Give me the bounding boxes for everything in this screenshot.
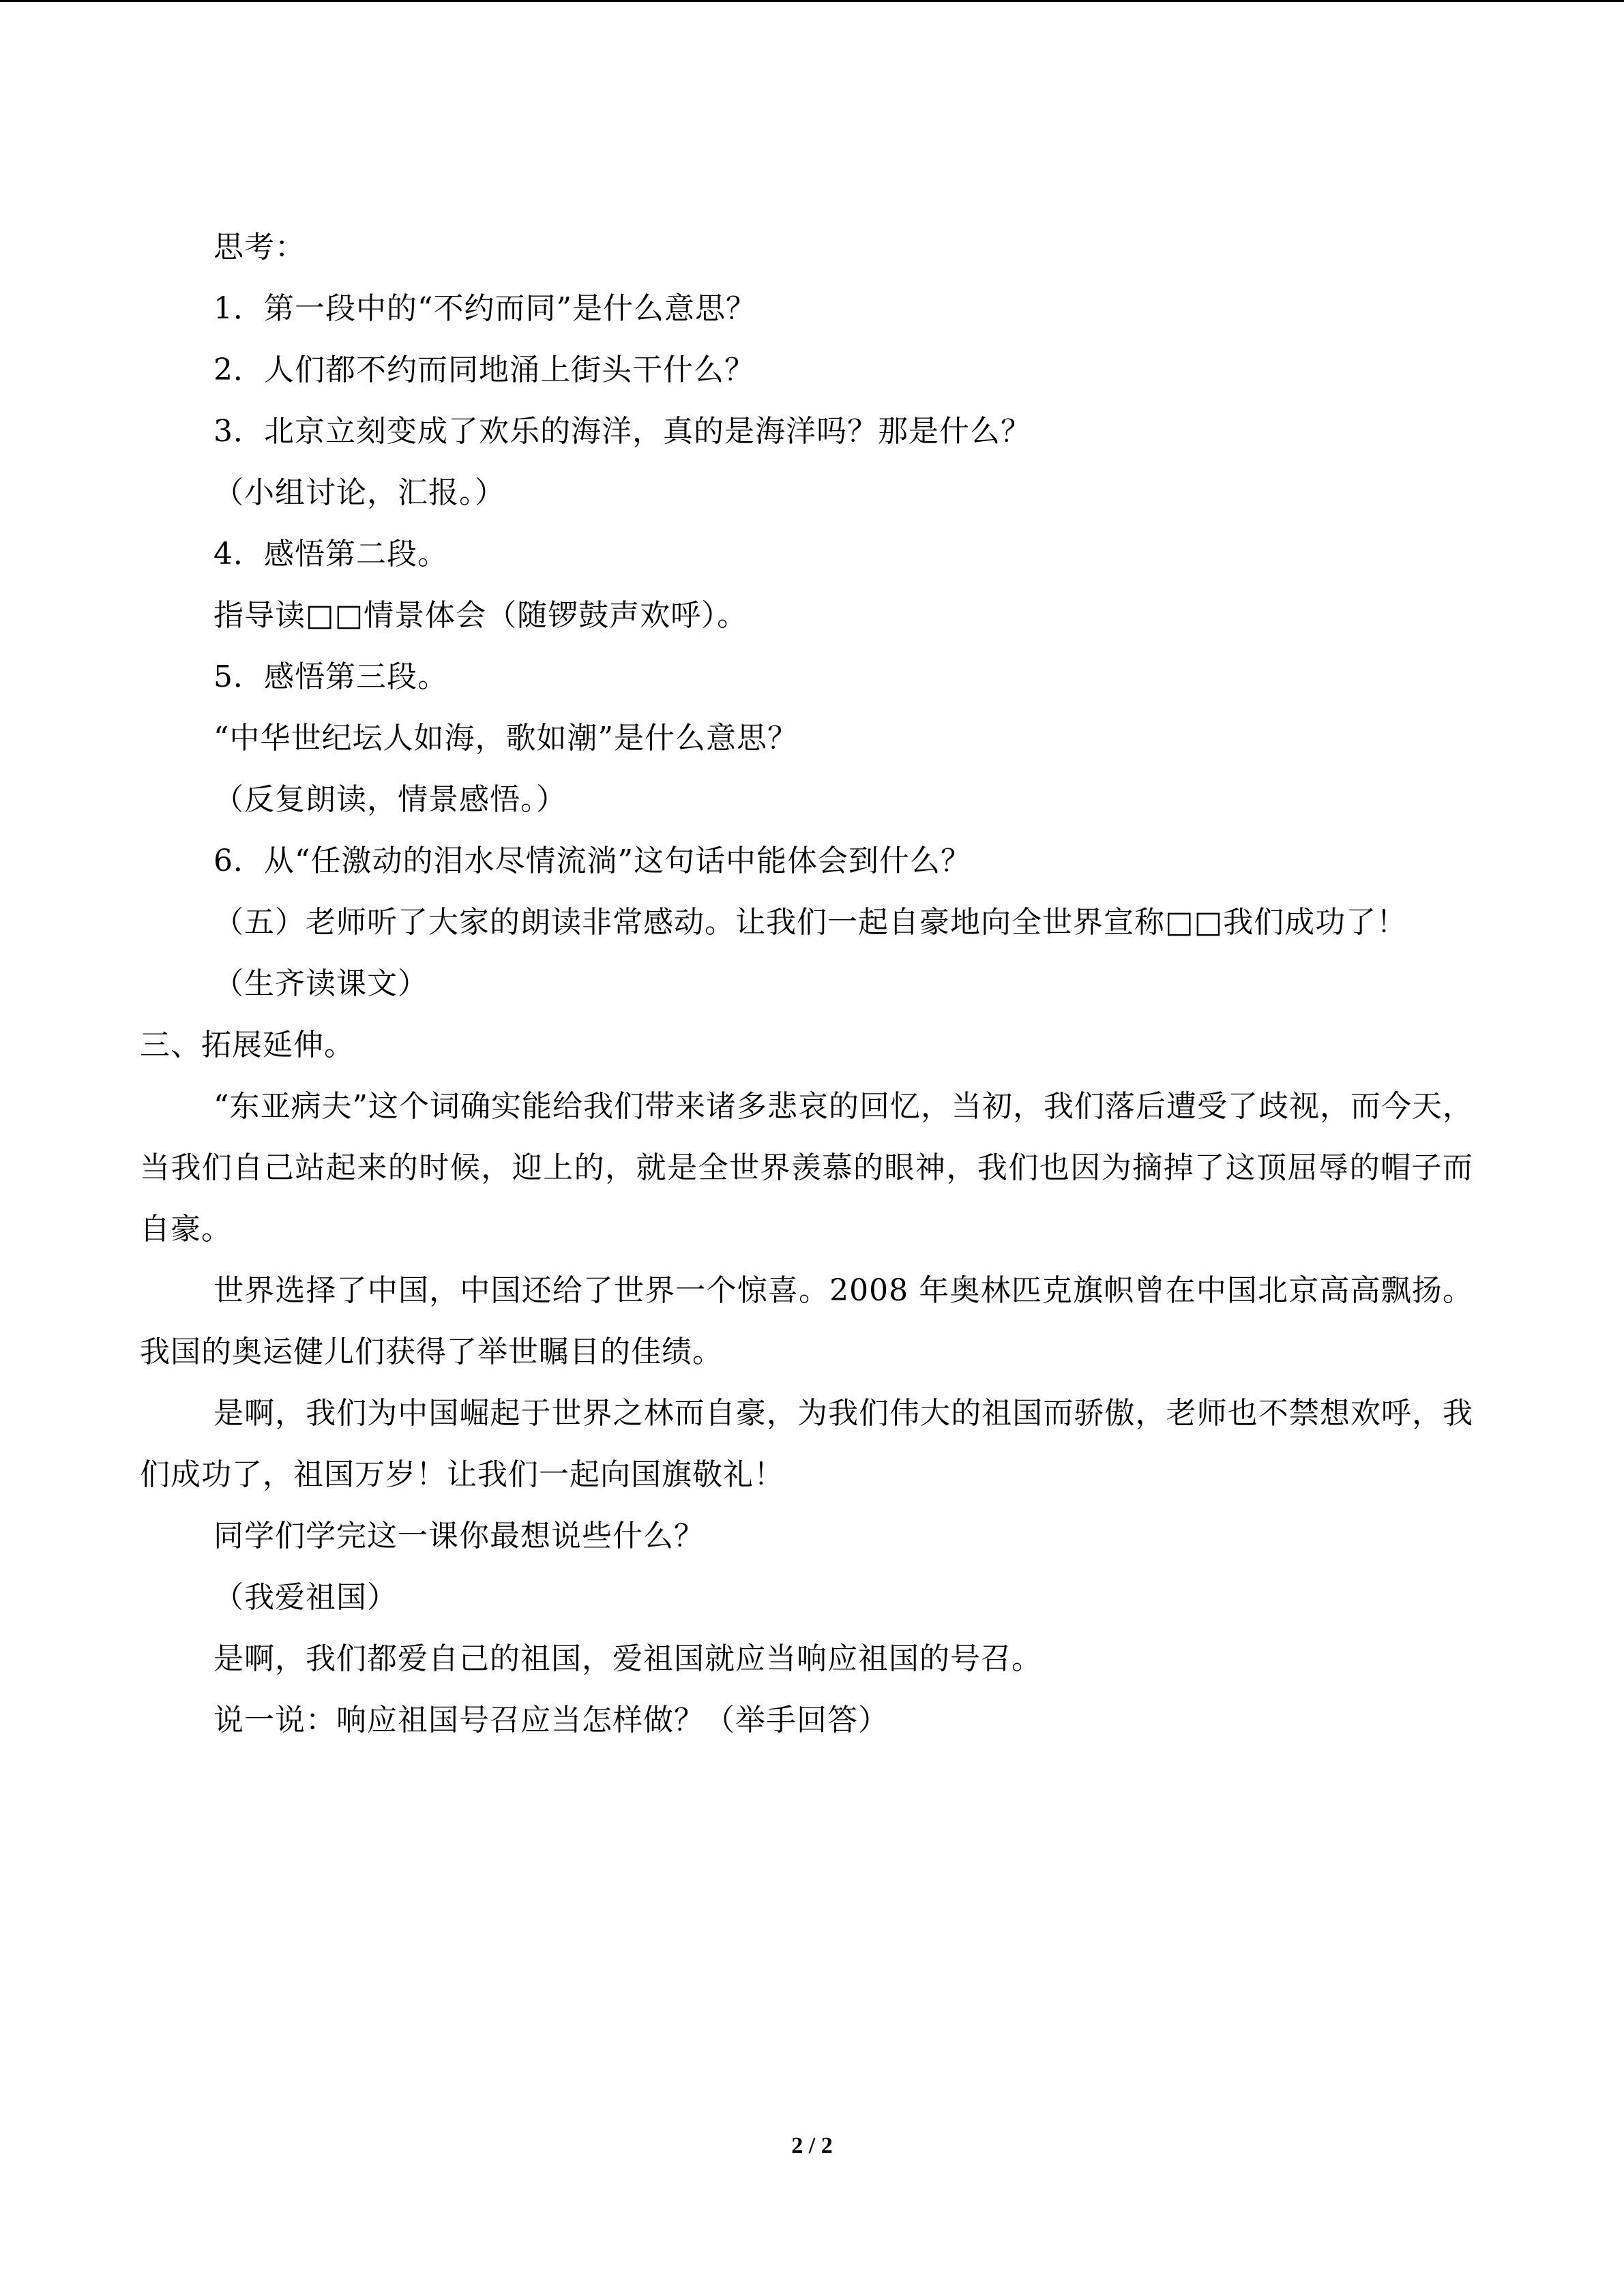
discussion-prompt: 说一说：响应祖国号召应当怎样做？（举手回答）: [213, 1703, 889, 1738]
paragraph-sick-man: “东亚病夫”这个词确实能给我们带来诸多悲哀的回忆，当初，我们落后遭受了歧视，而今天，当我们自己站起来的时候，迎上的，就是全世界羡慕的眼神，我们也因为摘掉了这顶屈辱的帽子而自豪。: [140, 1089, 1473, 1247]
top-border-line: [0, 0, 1624, 2]
question-what-to-say: 同学们学完这一课你最想说些什么？: [213, 1519, 705, 1553]
guided-reading-note: 指导读□□情景体会（随锣鼓声欢呼）。: [213, 598, 748, 633]
paragraph-proud: 是啊，我们为中国崛起于世界之林而自豪，为我们伟大的祖国而骄傲，老师也不禁想欢呼，我们成功了，祖国万岁！让我们一起向国旗敬礼！: [140, 1396, 1473, 1492]
question-century-altar: “中华世纪坛人如海，歌如潮”是什么意思？: [213, 721, 798, 756]
think-heading: 思考：: [213, 230, 306, 265]
paragraph-world-choice: 世界选择了中国，中国还给了世界一个惊喜。2008 年奥林匹克旗帜曾在中国北京高高飘扬。我国的奥运健儿们获得了举世瞩目的佳绩。: [140, 1273, 1473, 1369]
repeat-reading-note: （反复朗读，情景感悟。）: [213, 782, 567, 817]
question-2: 2．人们都不约而同地涌上街头干什么？: [213, 353, 755, 387]
love-country-statement: 是啊，我们都爱自己的祖国，爱祖国就应当响应祖国的号召。: [213, 1641, 1042, 1676]
page-number: 2 / 2: [791, 2133, 833, 2158]
group-discussion-note: （小组讨论，汇报。）: [213, 475, 505, 510]
answer-love-country: （我爱祖国）: [213, 1580, 398, 1615]
question-1: 1．第一段中的“不约而同”是什么意思？: [213, 291, 756, 326]
question-6: 6．从“任激动的泪水尽情流淌”这句话中能体会到什么？: [213, 844, 971, 878]
item-4-second-paragraph: 4．感悟第二段。: [213, 537, 448, 571]
paragraph-five: （五）老师听了大家的朗读非常感动。让我们一起自豪地向全世界宣称□□我们成功了！: [213, 905, 1408, 940]
document-body: [140, 217, 1473, 1751]
section-three-heading: 三、拓展延伸。: [140, 1028, 355, 1062]
recite-note: （生齐读课文）: [213, 966, 428, 1001]
item-5-third-paragraph: 5．感悟第三段。: [213, 659, 448, 694]
question-3: 3．北京立刻变成了欢乐的海洋，真的是海洋吗？那是什么？: [213, 414, 1031, 449]
